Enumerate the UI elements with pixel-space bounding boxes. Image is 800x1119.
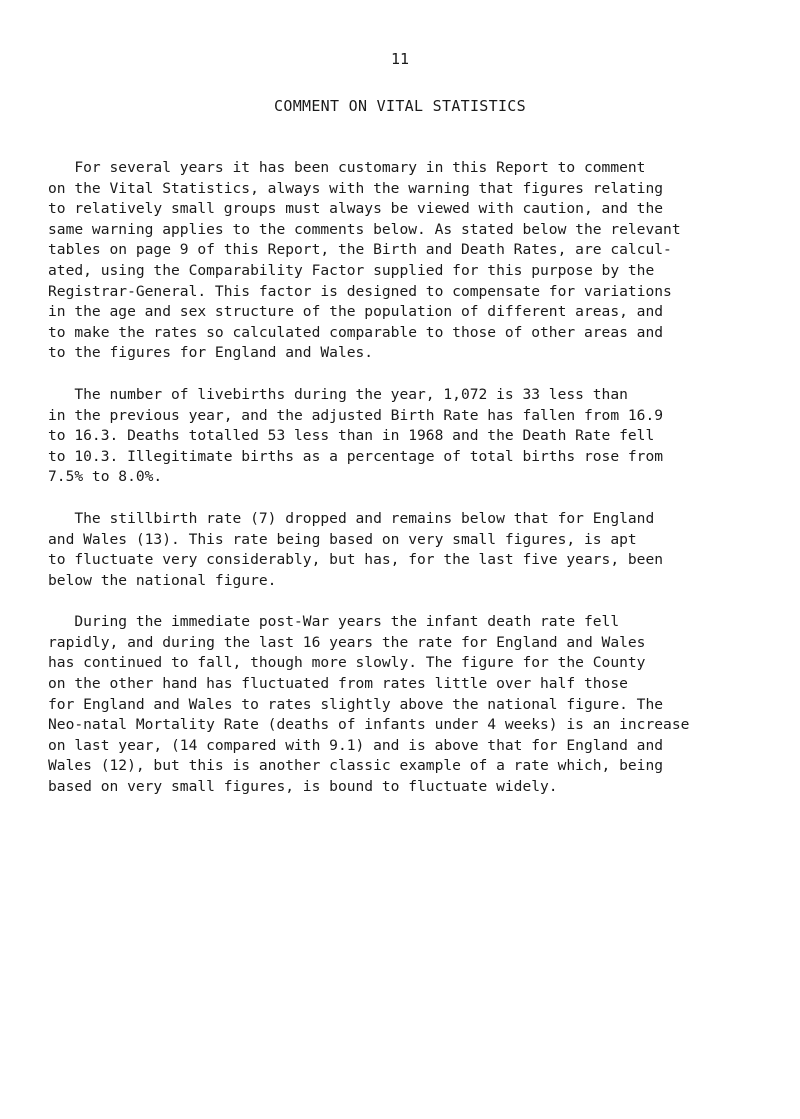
text-line: and Wales (13). This rate being based on very small figures, is apt <box>48 530 637 548</box>
paragraph-livebirths <box>48 385 778 488</box>
text-line: in the previous year, and the adjusted Birth Rate has fallen from 16.9 <box>48 406 664 424</box>
text-line: to 16.3. Deaths totalled 53 less than in 1968 and the Death Rate fell <box>48 427 655 445</box>
paragraph-comparability-factor <box>48 158 778 364</box>
document-body <box>48 158 778 819</box>
text-line: Wales (12), but this is another classic example of a rate which, being <box>48 757 664 775</box>
text-line: based on very small figures, is bound to fluctuate widely. <box>48 778 558 796</box>
paragraph-infant-death-rate <box>48 612 778 797</box>
paragraph-stillbirth-rate <box>48 509 778 591</box>
text-line: rapidly, and during the last 16 years the rate for England and Wales <box>48 633 646 651</box>
text-line: to the figures for England and Wales. <box>48 344 374 362</box>
text-line: 7.5% to 8.0%. <box>48 468 163 486</box>
text-line: below the national figure. <box>48 571 277 589</box>
text-line: The stillbirth rate (7) dropped and remains below that for England <box>48 509 655 527</box>
text-line: Registrar-General. This factor is designed to compensate for variations <box>48 282 672 300</box>
page-number: 11 <box>390 50 410 68</box>
text-line: same warning applies to the comments below. As stated below the relevant <box>48 220 681 238</box>
text-line: on the Vital Statistics, always with the warning that figures relating <box>48 179 664 197</box>
text-line: on last year, (14 compared with 9.1) and is above that for England and <box>48 736 664 754</box>
text-line: to fluctuate very considerably, but has, for the last five years, been <box>48 551 664 569</box>
text-line: on the other hand has fluctuated from rates little over half those <box>48 675 628 693</box>
text-line: tables on page 9 of this Report, the Birth and Death Rates, are calcul- <box>48 241 672 259</box>
text-line: ated, using the Comparability Factor supplied for this purpose by the <box>48 261 655 279</box>
text-line: Neo-natal Mortality Rate (deaths of infants under 4 weeks) is an increase <box>48 716 690 734</box>
text-line: to 10.3. Illegitimate births as a percentage of total births rose from <box>48 447 664 465</box>
text-line: in the age and sex structure of the population of different areas, and <box>48 303 664 321</box>
text-line: has continued to fall, though more slowly. The figure for the County <box>48 654 646 672</box>
text-line: to relatively small groups must always be viewed with caution, and the <box>48 200 664 218</box>
text-line: During the immediate post-War years the infant death rate fell <box>48 613 620 631</box>
text-line: to make the rates so calculated comparable to those of other areas and <box>48 323 664 341</box>
text-line: For several years it has been customary in this Report to comment <box>48 159 646 176</box>
text-line: The number of livebirths during the year, 1,072 is 33 less than <box>48 385 628 403</box>
text-line: for England and Wales to rates slightly above the national figure. The <box>48 695 664 713</box>
page-title: COMMENT ON VITAL STATISTICS <box>274 97 526 115</box>
